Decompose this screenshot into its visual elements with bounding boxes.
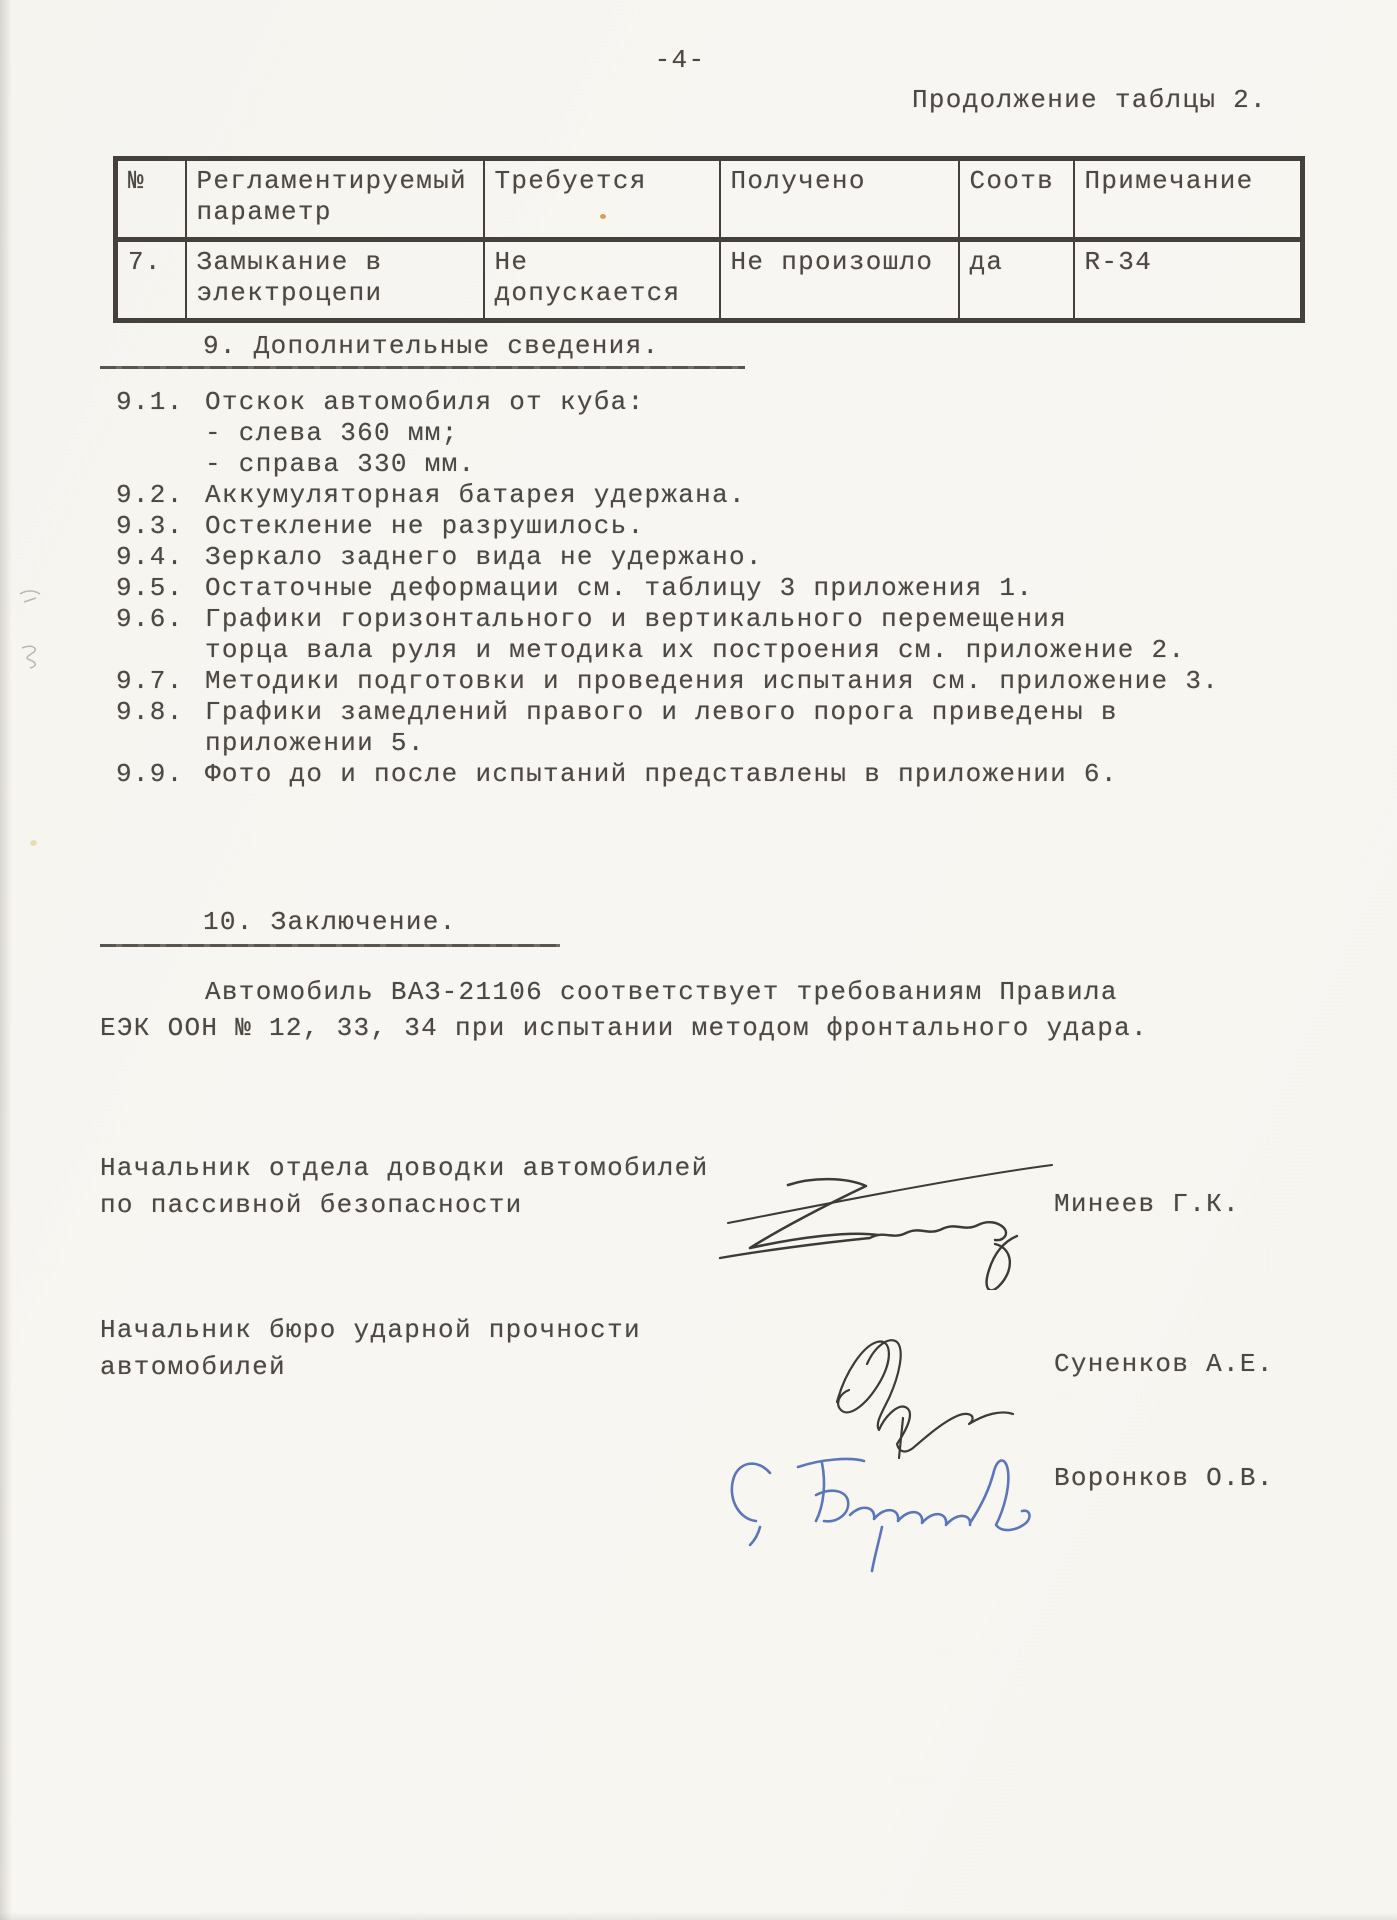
list-line xyxy=(100,758,1330,789)
pencil-mark xyxy=(16,642,44,672)
page-number: -4- xyxy=(654,45,706,75)
table-header-row xyxy=(116,159,1303,240)
list-item-text: Остекление не разрушилось. xyxy=(205,511,645,541)
list-line xyxy=(100,572,1330,603)
list-line xyxy=(100,665,1330,696)
list-item-text: приложении 5. xyxy=(205,728,425,758)
list-item-text: торца вала руля и методика их построения см. приложение 2. xyxy=(205,635,1186,665)
list-line xyxy=(100,510,1330,541)
list-item-text: Остаточные деформации см. таблицу 3 приложения 1. xyxy=(205,573,1034,603)
list-item-text: Графики замедлений правого и левого порога приведены в xyxy=(205,697,1118,727)
list-item-text: - справа 330 мм. xyxy=(205,449,476,479)
list-item-number: 9.3. xyxy=(116,511,184,541)
signer-role-2 xyxy=(100,1312,641,1386)
section-9-underline xyxy=(100,366,745,369)
signature-voronkov xyxy=(710,1435,1055,1585)
list-item-text: - слева 360 мм; xyxy=(205,418,459,448)
signer-role-2-line1: Начальник бюро ударной прочности xyxy=(100,1315,641,1345)
section-10-underline xyxy=(100,944,560,947)
list-line xyxy=(100,541,1330,572)
signer-role-2-line2: автомобилей xyxy=(100,1352,286,1382)
list-item-text: Отскок автомобиля от куба: xyxy=(205,387,645,417)
list-line xyxy=(100,386,1330,417)
col-header-num: № xyxy=(116,159,186,240)
signer-role-1 xyxy=(100,1150,709,1224)
list-line xyxy=(100,448,1330,479)
cell-conforms: да xyxy=(959,240,1074,321)
conclusion-line-2: ЕЭК ООН № 12, 33, 34 при испытании методом фронтального удара. xyxy=(100,1013,1148,1043)
list-item-number: 9.1. xyxy=(116,387,184,417)
list-item-text: Фото до и после испытаний представлены в приложении 6. xyxy=(205,759,1118,789)
col-header-obtained: Получено xyxy=(720,159,959,240)
signer-name-3: Воронков О.В. xyxy=(1054,1463,1274,1493)
col-header-note: Примечание xyxy=(1074,159,1303,240)
list-item-number: 9.2. xyxy=(116,480,184,510)
list-item-text: Графики горизонтального и вертикального перемещения xyxy=(205,604,1068,634)
scan-edge-shadow-bottom xyxy=(0,1912,1397,1920)
list-item-number: 9.8. xyxy=(116,697,184,727)
list-item-number: 9.9. xyxy=(116,759,184,789)
list-item-text: Методики подготовки и проведения испытания см. приложение 3. xyxy=(205,666,1220,696)
pencil-mark xyxy=(16,586,44,608)
cell-obtained: Не произошло xyxy=(720,240,959,321)
list-item-number: 9.5. xyxy=(116,573,184,603)
cell-required: Не допускается xyxy=(484,240,720,321)
list-line xyxy=(100,634,1330,665)
cell-param: Замыкание в электроцепи xyxy=(186,240,484,321)
list-line xyxy=(100,417,1330,448)
signature-mineev xyxy=(700,1145,1068,1290)
section-10-heading: 10. Заключение. xyxy=(203,907,457,937)
table-continuation-label: Продолжение таблцы 2. xyxy=(912,85,1267,115)
signer-role-1-line2: по пассивной безопасности xyxy=(100,1190,523,1220)
signer-role-1-line1: Начальник отдела доводки автомобилей xyxy=(100,1153,709,1183)
table-row xyxy=(116,240,1303,321)
list-item-number xyxy=(100,448,205,479)
scan-speck xyxy=(600,214,606,219)
conclusion-line-1: Автомобиль ВАЗ-21106 соответствует требованиям Правила xyxy=(205,977,1118,1007)
list-line xyxy=(100,603,1330,634)
list-item-number xyxy=(100,727,205,758)
cell-note: R-34 xyxy=(1074,240,1303,321)
scan-speck xyxy=(30,840,37,846)
additional-info-list xyxy=(100,386,1330,789)
parameters-table xyxy=(113,156,1305,323)
list-item-number xyxy=(100,634,205,665)
list-item-text: Аккумуляторная батарея удержана. xyxy=(205,480,746,510)
col-header-conforms: Соотв xyxy=(959,159,1074,240)
scan-edge-shadow xyxy=(0,0,12,1920)
signer-name-2: Суненков А.Е. xyxy=(1054,1349,1274,1379)
list-item-number: 9.6. xyxy=(116,604,184,634)
list-line xyxy=(100,727,1330,758)
list-item-number xyxy=(100,417,205,448)
signer-name-1: Минеев Г.К. xyxy=(1054,1189,1240,1219)
list-item-number: 9.7. xyxy=(116,666,184,696)
col-header-param: Регламентируемый параметр xyxy=(186,159,484,240)
list-line xyxy=(100,479,1330,510)
cell-num: 7. xyxy=(116,240,186,321)
list-line xyxy=(100,696,1330,727)
list-item-text: Зеркало заднего вида не удержано. xyxy=(205,542,763,572)
col-header-required: Требуется xyxy=(484,159,720,240)
list-item-number: 9.4. xyxy=(116,542,184,572)
section-9-heading: 9. Дополнительные сведения. xyxy=(203,331,660,361)
